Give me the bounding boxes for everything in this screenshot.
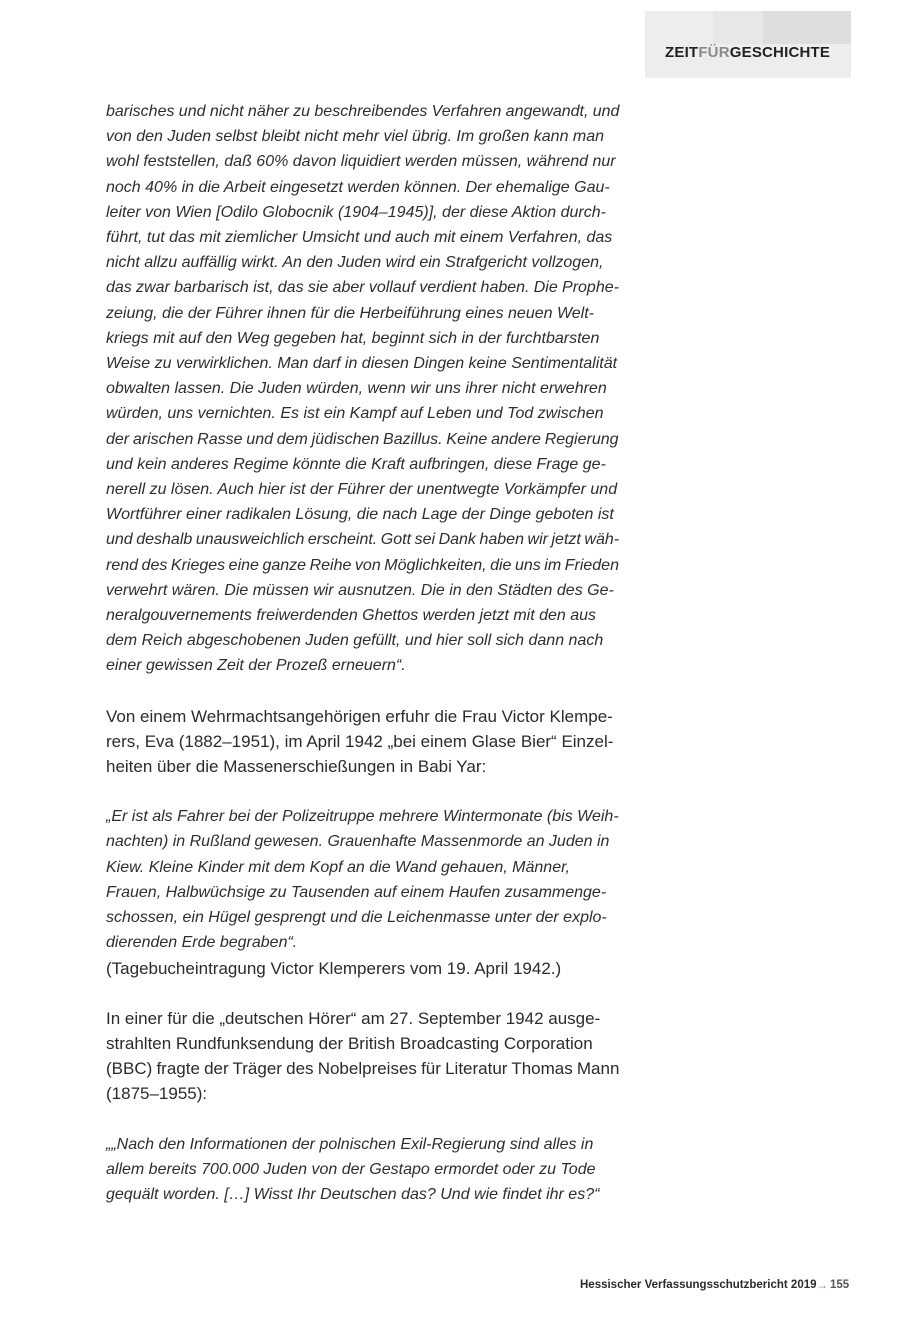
text-line: zeiung, die der Führer ihnen für die Herbeiführung eines neuen Welt- [106, 304, 594, 322]
text-line: schossen, ein Hügel gesprengt und die Leichenmasse unter der explo- [106, 909, 607, 927]
text-line: dem Reich abgeschobenen Juden gefüllt, und hier soll sich dann nach [106, 632, 604, 650]
text-line: führt, tut das mit ziemlicher Umsicht und auch mit einem Verfahren, das [106, 229, 613, 247]
text-line: Frauen, Halbwüchsige zu Tausenden auf einem Haufen zusammenge- [106, 883, 607, 901]
text-line: das zwar barbarisch ist, das sie aber vollauf verdient haben. Die Prophe- [106, 279, 619, 297]
text-line: von den Juden selbst bleibt nicht mehr viel übrig. Im großen kann man [106, 128, 605, 146]
text-line: nachten) in Rußland gewesen. Grauenhafte Massenmorde an Juden in [106, 833, 610, 851]
text-line: der arischen Rasse und dem jüdischen Bazillus. Keine andere Regierung [106, 430, 619, 448]
brand-part-zeit: ZEIT [665, 44, 699, 61]
paragraph-klemperer-intro [106, 704, 619, 780]
text-line: leiter von Wien [Odilo Globocnik (1904–1945)], der diese Aktion durch- [106, 203, 606, 221]
header-tile [763, 11, 851, 44]
arrow-right-icon: → [816, 1278, 828, 1292]
quote-source [106, 956, 619, 981]
text-line: würden, uns vernichten. Es ist ein Kampf auf Leben und Tod zwischen [106, 405, 604, 423]
text-line: Von einem Wehrmachtsangehörigen erfuhr die Frau Victor Klempe- [106, 706, 613, 726]
text-line: rend des Krieges eine ganze Reihe von Möglichkeiten, die uns im Frieden [106, 556, 619, 574]
text-line: dierenden Erde begraben“. [106, 934, 298, 952]
brand-logo [665, 44, 845, 61]
text-line: verwehrt wären. Die müssen wir ausnutzen. Die in den Städten des Ge- [106, 581, 614, 599]
page-number: 155 [830, 1279, 850, 1291]
brand-part-geschichte: GESCHICHTE [729, 44, 831, 61]
text-line: barisches und nicht näher zu beschreibendes Verfahren angewandt, und [106, 103, 620, 120]
quote-klemperer-diary [106, 804, 619, 955]
text-line: noch 40% in die Arbeit eingesetzt werden können. Der ehemalige Gau- [106, 178, 610, 196]
paragraph-thomas-mann-intro [106, 1006, 619, 1107]
text-line: wohl feststellen, daß 60% davon liquidiert werden müssen, während nur [106, 153, 616, 171]
main-text-column [106, 99, 619, 1207]
text-line: „„Nach den Informationen der polnischen Exil-Regierung sind alles in [106, 1135, 594, 1153]
quote-goebbels-diary [106, 99, 619, 679]
text-line: Weise zu verwirklichen. Man darf in diesen Dingen keine Sentimentalität [106, 355, 618, 373]
text-line: einer gewissen Zeit der Prozeß erneuern“. [106, 657, 406, 675]
text-line: nerell zu lösen. Auch hier ist der Führer der unentwegte Vorkämpfer und [106, 481, 618, 499]
text-line: (BBC) fragte der Träger des Nobelpreises für Literatur Thomas Mann [106, 1059, 620, 1079]
text-line: „Er ist als Fahrer bei der Polizeitruppe mehrere Wintermonate (bis Weih- [106, 808, 619, 826]
header-tile [713, 11, 763, 44]
text-line: heiten über die Massenerschießungen in Babi Yar: [106, 757, 487, 777]
text-line: obwalten lassen. Die Juden würden, wenn wir uns ihrer nicht erwehren [106, 380, 607, 398]
text-line: gequält worden. […] Wisst Ihr Deutschen das? Und wie findet ihr es?“ [106, 1185, 600, 1203]
quote-thomas-mann [106, 1132, 619, 1208]
text-line: Wortführer einer radikalen Lösung, die nach Lage der Dinge geboten ist [106, 506, 614, 524]
text-line: allem bereits 700.000 Juden von der Gestapo ermordet oder zu Tode [106, 1160, 596, 1178]
text-line: nicht allzu auffällig wirkt. An den Juden wird ein Strafgericht vollzogen, [106, 254, 604, 272]
text-line: In einer für die „deutschen Hörer“ am 27. September 1942 ausge- [106, 1008, 601, 1028]
page-footer [560, 1279, 851, 1297]
text-line: Kiew. Kleine Kinder mit dem Kopf an die Wand gehauen, Männer, [106, 858, 570, 876]
text-line: (1875–1955): [106, 1084, 208, 1104]
brand-part-fuer: FÜR [698, 44, 730, 61]
source-line: (Tagebucheintragung Victor Klemperers vom 19. April 1942.) [106, 958, 562, 978]
text-line: und deshalb unausweichlich erscheint. Gott sei Dank haben wir jetzt wäh- [106, 531, 620, 549]
text-line: rers, Eva (1882–1951), im April 1942 „bei einem Glase Bier“ Einzel- [106, 731, 614, 751]
text-line: kriegs mit auf den Weg gegeben hat, beginnt sich in der furchtbarsten [106, 329, 600, 347]
text-line: neralgouvernements freiwerdenden Ghettos werden jetzt mit den aus [106, 607, 597, 625]
footer-publication-title: Hessischer Verfassungsschutzbericht 2019 [580, 1279, 817, 1291]
text-line: strahlten Rundfunksendung der British Broadcasting Corporation [106, 1033, 593, 1053]
text-line: und kein anderes Regime könnte die Kraft aufbringen, diese Frage ge- [106, 455, 606, 473]
